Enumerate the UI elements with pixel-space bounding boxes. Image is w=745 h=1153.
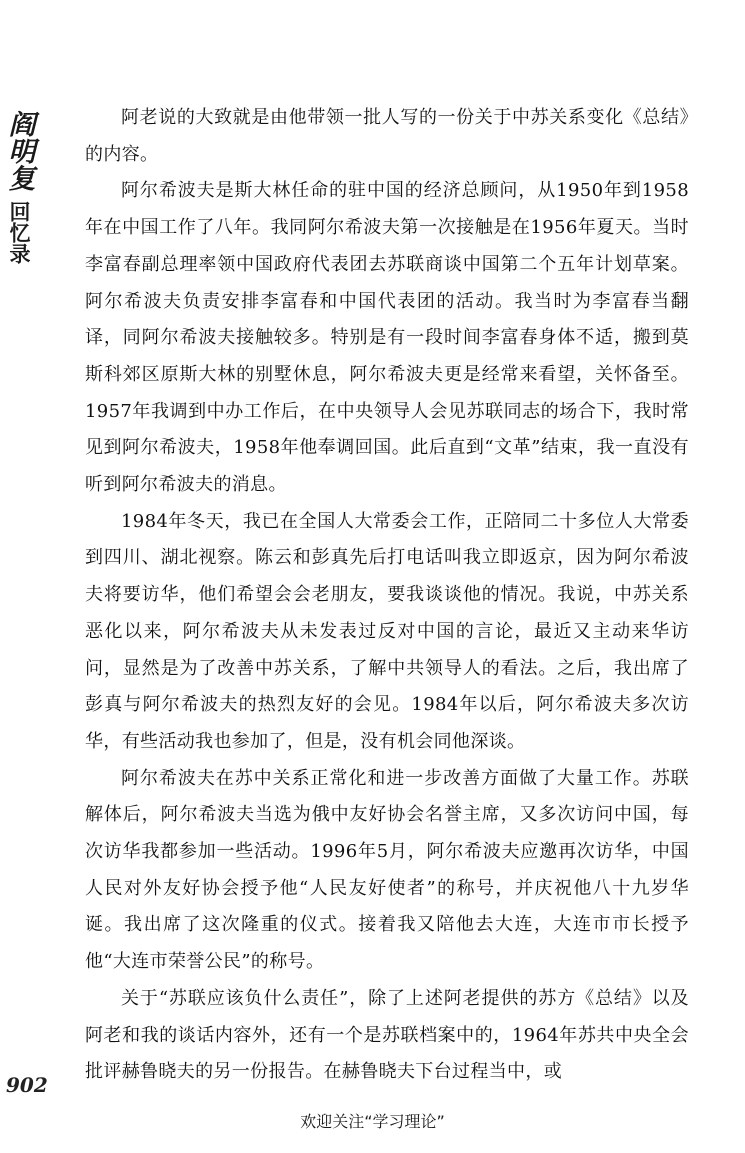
paragraph: 阿尔希波夫在苏中关系正常化和进一步改善方面做了大量工作。苏联解体后，阿尔希波夫当选为俄中友好协会名誉主席，又多次访问中国，每次访华我都参加一些活动。1996年5月，阿尔希波夫应邀再次访华，中国人民对外友好协会授予他“人民友好使者”的称号，并庆祝他八十九岁华诞。我出席了这次隆重的仪式。接着我又陪他去大连，大连市市长授予他“大连市荣誉公民”的称号。: [85, 767, 689, 973]
paragraph: 阿尔希波夫是斯大林任命的驻中国的经济总顾问，从1950年到1958年在中国工作了八年。我同阿尔希波夫第一次接触是在1956年夏天。当时李富春副总理率领中国政府代表团去苏联商谈中国第二个五年计划草案。阿尔希波夫负责安排李富春和中国代表团的活动。我当时为李富春当翻译，同阿尔希波夫接触较多。特别是有一段时间李富春身体不适，搬到莫斯科郊区原斯大林的别墅休息，阿尔希波夫更是经常来看望，关怀备至。1957年我调到中办工作后，在中央领导人会见苏联同志的场合下，我时常见到阿尔希波夫，1958年他奉调回国。此后直到“文革”结束，我一直没有听到阿尔希波夫的消息。: [85, 180, 689, 496]
running-title: [4, 110, 34, 264]
paragraph: 阿老说的大致就是由他带领一批人写的一份关于中苏关系变化《总结》的内容。: [85, 107, 689, 165]
book-title: 阎明复: [3, 110, 35, 191]
body-text: [85, 100, 689, 1091]
book-subtitle: 回忆录: [7, 201, 31, 264]
watermark-text: 欢迎关注“学习理论”: [300, 1112, 445, 1131]
paragraph: 1984年冬天，我已在全国人大常委会工作，正陪同二十多位人大常委到四川、湖北视察。陈云和彭真先后打电话叫我立即返京，因为阿尔希波夫将要访华，他们希望会会老朋友，要我谈谈他的情况。我说，中苏关系恶化以来，阿尔希波夫从未发表过反对中国的言论，最近又主动来华访问，显然是为了改善中苏关系，了解中共领导人的看法。之后，我出席了彭真与阿尔希波夫的热烈友好的会见。1984年以后，阿尔希波夫多次访华，有些活动我也参加了，但是，没有机会同他深谈。: [85, 510, 689, 752]
paragraph: 关于“苏联应该负什么责任”，除了上述阿老提供的苏方《总结》以及阿老和我的谈话内容外，还有一个是苏联档案中的，1964年苏共中央全会批评赫鲁晓夫的另一份报告。在赫鲁晓夫下台过程当中，或: [85, 987, 689, 1083]
page-number: 902: [6, 1073, 48, 1097]
